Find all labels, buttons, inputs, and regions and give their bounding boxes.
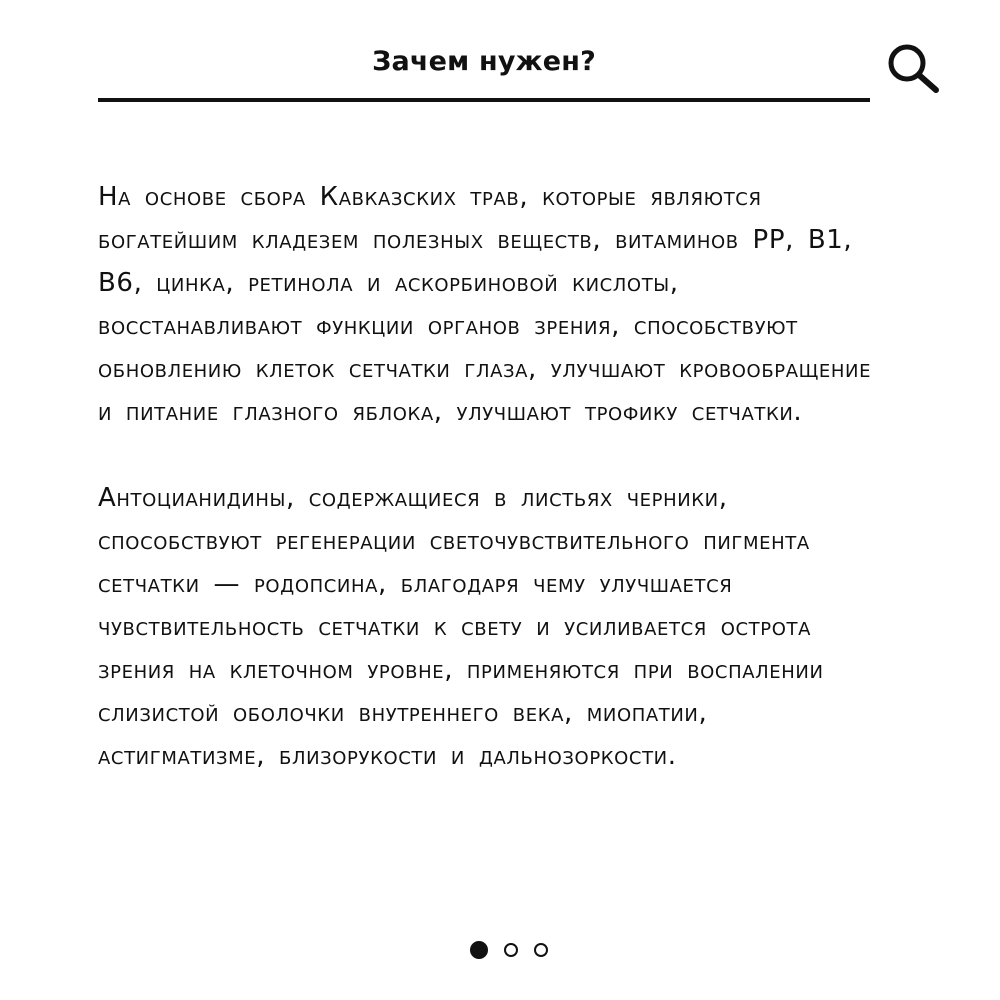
search-icon bbox=[886, 42, 942, 94]
page-dot-1[interactable] bbox=[470, 941, 488, 959]
pagination-dots bbox=[470, 936, 570, 964]
search-button[interactable] bbox=[886, 42, 942, 94]
article-body bbox=[98, 176, 878, 778]
page-dot-2[interactable] bbox=[504, 943, 518, 957]
header-divider bbox=[98, 98, 870, 102]
paragraph-anthocyanidins: Антоцианидины, содержащиеся в листьях черники, способствуют регенерации светочувствительного пигмента сетчатки — родопсина, благодаря чему улучшается чувствительность сетчатки к свету и усиливается острота зрения на клеточном уровне, применяются при воспалении слизистой оболочки внутреннего века, миопатии, астигматизме, близорукости и дальнозоркости. bbox=[98, 483, 824, 771]
page-title: Зачем нужен? bbox=[372, 46, 596, 77]
header bbox=[98, 40, 870, 104]
page-dot-3[interactable] bbox=[534, 943, 548, 957]
paragraph-herbs: На основе сбора Кавказских трав, которые являются богатейшим кладезем полезных веществ, витаминов PP, B1, B6, цинка, ретинола и аскорбиновой кислоты, восстанавливают функции органов зрения, способствуют обновлению клеток сетчатки глаза, улучшают кровообращение и питание глазного яблока, улучшают трофику сетчатки. bbox=[98, 182, 872, 427]
